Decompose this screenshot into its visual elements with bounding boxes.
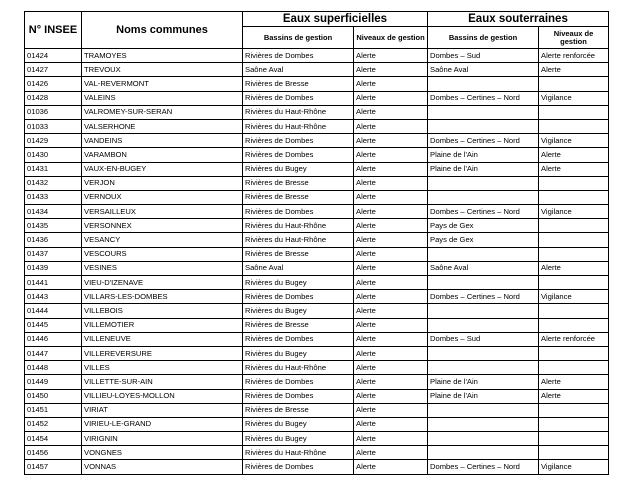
cell-sup-bassin: Rivières du Bugey [243, 417, 354, 431]
cell-sou-niveau: Vigilance [539, 134, 609, 148]
cell-sup-bassin: Rivières de Bresse [243, 176, 354, 190]
table-row [25, 290, 609, 304]
cell-sup-bassin: Rivières de Dombes [243, 134, 354, 148]
cell-sup-bassin: Saône Aval [243, 261, 354, 275]
cell-sup-niveau: Alerte [354, 332, 428, 346]
cell-sup-niveau: Alerte [354, 205, 428, 219]
cell-sou-niveau [539, 446, 609, 460]
cell-sou-niveau [539, 190, 609, 204]
cell-sup-niveau: Alerte [354, 403, 428, 417]
cell-sou-bassin: Dombes – Certines – Nord [428, 290, 539, 304]
cell-sou-bassin: Dombes – Certines – Nord [428, 134, 539, 148]
cell-sup-niveau: Alerte [354, 49, 428, 63]
cell-sou-bassin: Plaine de l'Ain [428, 375, 539, 389]
cell-insee: 01428 [25, 91, 82, 105]
header-insee: N° INSEE [25, 12, 82, 49]
cell-sou-bassin [428, 105, 539, 119]
table-row [25, 162, 609, 176]
cell-sou-bassin: Saône Aval [428, 261, 539, 275]
cell-sou-bassin: Saône Aval [428, 63, 539, 77]
cell-insee: 01446 [25, 332, 82, 346]
cell-sup-niveau: Alerte [354, 276, 428, 290]
header-eaux-souterraines: Eaux souterraines [428, 12, 609, 27]
cell-sou-bassin: Pays de Gex [428, 219, 539, 233]
cell-sou-niveau [539, 318, 609, 332]
cell-insee: 01457 [25, 460, 82, 474]
cell-sup-bassin: Rivières de Dombes [243, 460, 354, 474]
cell-sou-bassin: Dombes – Sud [428, 332, 539, 346]
cell-sou-niveau [539, 304, 609, 318]
cell-sou-niveau [539, 361, 609, 375]
cell-sup-niveau: Alerte [354, 176, 428, 190]
header-sup-niveaux: Niveaux de gestion [354, 27, 428, 49]
cell-sou-bassin [428, 318, 539, 332]
cell-nom-commune: VIRIEU-LE-GRAND [82, 417, 243, 431]
cell-nom-commune: VILLEMOTIER [82, 318, 243, 332]
cell-sup-niveau: Alerte [354, 233, 428, 247]
cell-sup-niveau: Alerte [354, 417, 428, 431]
cell-sou-niveau: Alerte renforcée [539, 49, 609, 63]
cell-sup-bassin: Rivières du Haut-Rhône [243, 105, 354, 119]
cell-sup-bassin: Rivières du Bugey [243, 304, 354, 318]
cell-sup-bassin: Rivières de Dombes [243, 389, 354, 403]
cell-insee: 01452 [25, 417, 82, 431]
cell-sou-niveau [539, 105, 609, 119]
cell-insee: 01449 [25, 375, 82, 389]
cell-sup-niveau: Alerte [354, 63, 428, 77]
cell-insee: 01036 [25, 105, 82, 119]
table-row [25, 134, 609, 148]
cell-sup-niveau: Alerte [354, 290, 428, 304]
cell-insee: 01427 [25, 63, 82, 77]
cell-sou-niveau [539, 432, 609, 446]
cell-nom-commune: VALROMEY-SUR-SERAN [82, 105, 243, 119]
table-row [25, 261, 609, 275]
cell-sou-niveau: Vigilance [539, 205, 609, 219]
cell-sou-niveau [539, 346, 609, 360]
table-row [25, 119, 609, 133]
cell-sou-niveau: Alerte [539, 162, 609, 176]
table-row [25, 332, 609, 346]
cell-nom-commune: VIEU-D'IZENAVE [82, 276, 243, 290]
cell-sup-niveau: Alerte [354, 460, 428, 474]
cell-sup-niveau: Alerte [354, 247, 428, 261]
cell-nom-commune: VALEINS [82, 91, 243, 105]
cell-nom-commune: VONGNES [82, 446, 243, 460]
cell-insee: 01435 [25, 219, 82, 233]
table-body [25, 49, 609, 475]
cell-nom-commune: VIRIGNIN [82, 432, 243, 446]
cell-nom-commune: VERJON [82, 176, 243, 190]
cell-sup-bassin: Rivières de Dombes [243, 290, 354, 304]
cell-sup-bassin: Rivières du Bugey [243, 346, 354, 360]
cell-sou-bassin: Dombes – Certines – Nord [428, 205, 539, 219]
cell-nom-commune: VILLIEU-LOYES-MOLLON [82, 389, 243, 403]
cell-sou-niveau [539, 403, 609, 417]
cell-sup-niveau: Alerte [354, 304, 428, 318]
cell-sup-bassin: Rivières du Haut-Rhône [243, 119, 354, 133]
cell-insee: 01429 [25, 134, 82, 148]
cell-nom-commune: VALSERHONE [82, 119, 243, 133]
cell-nom-commune: TRAMOYES [82, 49, 243, 63]
cell-sou-bassin [428, 190, 539, 204]
cell-sou-bassin [428, 446, 539, 460]
cell-sup-bassin: Saône Aval [243, 63, 354, 77]
cell-nom-commune: VERSONNEX [82, 219, 243, 233]
cell-sou-bassin [428, 247, 539, 261]
header-eaux-superficielles: Eaux superficielles [243, 12, 428, 27]
cell-insee: 01456 [25, 446, 82, 460]
cell-nom-commune: VAL-REVERMONT [82, 77, 243, 91]
cell-sup-bassin: Rivières du Haut-Rhône [243, 219, 354, 233]
table-row [25, 375, 609, 389]
cell-sup-niveau: Alerte [354, 261, 428, 275]
cell-nom-commune: VONNAS [82, 460, 243, 474]
cell-nom-commune: VILLETTE-SUR-AIN [82, 375, 243, 389]
cell-insee: 01432 [25, 176, 82, 190]
cell-sou-niveau: Alerte [539, 389, 609, 403]
table-row [25, 63, 609, 77]
cell-insee: 01430 [25, 148, 82, 162]
cell-sup-niveau: Alerte [354, 446, 428, 460]
cell-insee: 01426 [25, 77, 82, 91]
cell-sou-niveau [539, 417, 609, 431]
table-row [25, 105, 609, 119]
cell-sup-niveau: Alerte [354, 375, 428, 389]
cell-insee: 01424 [25, 49, 82, 63]
table-row [25, 346, 609, 360]
cell-insee: 01443 [25, 290, 82, 304]
table-row [25, 446, 609, 460]
cell-nom-commune: TREVOUX [82, 63, 243, 77]
cell-sou-niveau: Alerte [539, 63, 609, 77]
cell-sup-bassin: Rivières de Dombes [243, 375, 354, 389]
cell-insee: 01441 [25, 276, 82, 290]
table-row [25, 205, 609, 219]
cell-sou-bassin [428, 346, 539, 360]
cell-sou-bassin: Dombes – Sud [428, 49, 539, 63]
cell-nom-commune: VESINES [82, 261, 243, 275]
table-header [25, 12, 609, 49]
table-row [25, 91, 609, 105]
table-row [25, 403, 609, 417]
header-sup-bassins: Bassins de gestion [243, 27, 354, 49]
cell-nom-commune: VAUX-EN-BUGEY [82, 162, 243, 176]
cell-sup-niveau: Alerte [354, 148, 428, 162]
cell-sou-niveau [539, 247, 609, 261]
table-row [25, 49, 609, 63]
cell-sup-niveau: Alerte [354, 389, 428, 403]
cell-nom-commune: VERSAILLEUX [82, 205, 243, 219]
cell-sup-bassin: Rivières du Haut-Rhône [243, 233, 354, 247]
cell-insee: 01437 [25, 247, 82, 261]
table-row [25, 233, 609, 247]
cell-nom-commune: VILLENEUVE [82, 332, 243, 346]
cell-sup-bassin: Rivières de Bresse [243, 403, 354, 417]
cell-sou-bassin: Pays de Gex [428, 233, 539, 247]
cell-sup-bassin: Rivières de Bresse [243, 190, 354, 204]
cell-sup-niveau: Alerte [354, 105, 428, 119]
table-row [25, 219, 609, 233]
cell-sou-niveau: Alerte [539, 261, 609, 275]
table-row [25, 304, 609, 318]
cell-sou-bassin [428, 276, 539, 290]
cell-nom-commune: VIRIAT [82, 403, 243, 417]
cell-insee: 01033 [25, 119, 82, 133]
cell-insee: 01448 [25, 361, 82, 375]
table-row [25, 148, 609, 162]
cell-sou-bassin: Plaine de l'Ain [428, 389, 539, 403]
cell-sou-niveau [539, 119, 609, 133]
table-row [25, 432, 609, 446]
cell-sup-niveau: Alerte [354, 77, 428, 91]
cell-insee: 01454 [25, 432, 82, 446]
cell-sup-bassin: Rivières de Dombes [243, 91, 354, 105]
cell-sup-bassin: Rivières de Dombes [243, 49, 354, 63]
table-row [25, 361, 609, 375]
cell-sup-bassin: Rivières du Bugey [243, 162, 354, 176]
cell-sup-bassin: Rivières du Bugey [243, 432, 354, 446]
cell-sup-bassin: Rivières du Haut-Rhône [243, 361, 354, 375]
table-row [25, 318, 609, 332]
cell-sup-bassin: Rivières du Haut-Rhône [243, 446, 354, 460]
cell-sup-niveau: Alerte [354, 190, 428, 204]
cell-sou-bassin [428, 119, 539, 133]
cell-sup-niveau: Alerte [354, 219, 428, 233]
table-row [25, 460, 609, 474]
cell-sup-niveau: Alerte [354, 91, 428, 105]
cell-insee: 01436 [25, 233, 82, 247]
table-row [25, 389, 609, 403]
cell-nom-commune: VANDEINS [82, 134, 243, 148]
cell-sou-bassin [428, 403, 539, 417]
header-sou-bassins: Bassins de gestion [428, 27, 539, 49]
cell-sup-niveau: Alerte [354, 346, 428, 360]
cell-sou-bassin: Plaine de l'Ain [428, 162, 539, 176]
cell-insee: 01444 [25, 304, 82, 318]
table-row [25, 247, 609, 261]
cell-sup-niveau: Alerte [354, 432, 428, 446]
cell-sou-niveau: Vigilance [539, 460, 609, 474]
cell-sou-bassin [428, 417, 539, 431]
cell-nom-commune: VERNOUX [82, 190, 243, 204]
cell-insee: 01451 [25, 403, 82, 417]
cell-sou-niveau [539, 233, 609, 247]
table-row [25, 77, 609, 91]
cell-nom-commune: VILLEBOIS [82, 304, 243, 318]
table-row [25, 176, 609, 190]
cell-sup-bassin: Rivières de Dombes [243, 205, 354, 219]
cell-sou-niveau [539, 276, 609, 290]
cell-sou-niveau: Vigilance [539, 91, 609, 105]
cell-sou-bassin: Dombes – Certines – Nord [428, 460, 539, 474]
cell-sou-niveau [539, 77, 609, 91]
cell-insee: 01450 [25, 389, 82, 403]
cell-sup-bassin: Rivières de Dombes [243, 332, 354, 346]
cell-sup-niveau: Alerte [354, 162, 428, 176]
cell-nom-commune: VESANCY [82, 233, 243, 247]
cell-sou-bassin [428, 176, 539, 190]
cell-nom-commune: VARAMBON [82, 148, 243, 162]
cell-nom-commune: VILLEREVERSURE [82, 346, 243, 360]
cell-sou-niveau: Alerte renforcée [539, 332, 609, 346]
cell-insee: 01439 [25, 261, 82, 275]
cell-sup-bassin: Rivières du Bugey [243, 276, 354, 290]
communes-table [24, 11, 609, 475]
table-row [25, 190, 609, 204]
table-row [25, 276, 609, 290]
cell-insee: 01433 [25, 190, 82, 204]
cell-sup-bassin: Rivières de Bresse [243, 247, 354, 261]
cell-sou-bassin [428, 432, 539, 446]
cell-sou-bassin [428, 77, 539, 91]
header-noms: Noms communes [82, 12, 243, 49]
table-row [25, 417, 609, 431]
cell-insee: 01447 [25, 346, 82, 360]
cell-insee: 01431 [25, 162, 82, 176]
cell-sou-niveau: Alerte [539, 148, 609, 162]
header-sou-niveaux: Niveaux de gestion [539, 27, 609, 49]
cell-sou-niveau [539, 219, 609, 233]
cell-nom-commune: VILLES [82, 361, 243, 375]
cell-sup-niveau: Alerte [354, 361, 428, 375]
cell-sup-niveau: Alerte [354, 318, 428, 332]
cell-sou-niveau [539, 176, 609, 190]
cell-sup-niveau: Alerte [354, 119, 428, 133]
cell-sou-bassin [428, 361, 539, 375]
cell-sup-bassin: Rivières de Dombes [243, 148, 354, 162]
cell-nom-commune: VILLARS-LES-DOMBES [82, 290, 243, 304]
cell-sou-bassin [428, 304, 539, 318]
cell-sup-niveau: Alerte [354, 134, 428, 148]
cell-sup-bassin: Rivières de Bresse [243, 77, 354, 91]
cell-sou-bassin: Dombes – Certines – Nord [428, 91, 539, 105]
cell-sou-bassin: Plaine de l'Ain [428, 148, 539, 162]
cell-sup-bassin: Rivières de Bresse [243, 318, 354, 332]
cell-insee: 01445 [25, 318, 82, 332]
cell-sou-niveau: Vigilance [539, 290, 609, 304]
cell-nom-commune: VESCOURS [82, 247, 243, 261]
cell-insee: 01434 [25, 205, 82, 219]
cell-sou-niveau: Alerte [539, 375, 609, 389]
